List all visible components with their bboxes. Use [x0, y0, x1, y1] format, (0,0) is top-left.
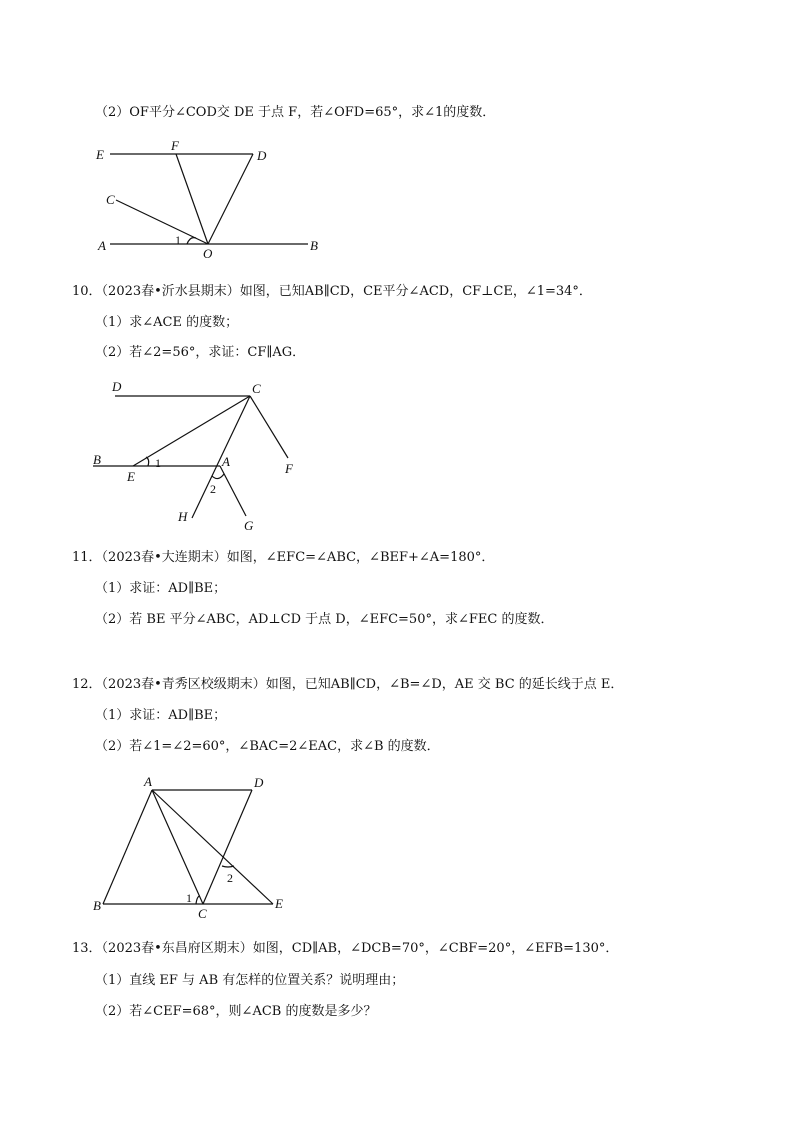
label-E: E — [96, 147, 104, 162]
label-angle-1: 1 — [186, 891, 192, 905]
q11-heading: 11．（2023春•大连期末）如图，∠EFC=∠ABC，∠BEF+∠A=180°． — [72, 550, 495, 565]
label-B: B — [93, 898, 101, 913]
label-angle-2: 2 — [227, 871, 233, 885]
label-B: B — [310, 238, 318, 253]
label-A: A — [144, 774, 152, 789]
q12-part2: （2）若∠1=∠2=60°，∠BAC=2∠EAC，求∠B 的度数． — [95, 739, 440, 754]
label-C: C — [198, 906, 207, 921]
q10-part1: （1）求∠ACE 的度数； — [95, 315, 239, 330]
label-G: G — [244, 518, 254, 533]
q13-part1: （1）直线 EF 与 AB 有怎样的位置关系？说明理由； — [95, 973, 405, 988]
q13-heading: 13．（2023春•东昌府区期末）如图，CD∥AB，∠DCB=70°，∠CBF=20°，∠EFB=130°． — [72, 941, 619, 956]
label-D: D — [112, 379, 122, 394]
label-C: C — [106, 192, 115, 207]
segment-AB — [103, 790, 152, 904]
label-F: F — [285, 461, 293, 476]
segment-DC — [203, 790, 252, 904]
segment-CH — [192, 396, 250, 518]
label-angle-1: 1 — [155, 456, 161, 470]
segment-AG — [220, 466, 246, 516]
angle-1-arc — [196, 896, 200, 904]
label-A: A — [222, 454, 230, 469]
label-F: F — [171, 138, 179, 153]
q10-part2: （2）若∠2=56°，求证：CF∥AG． — [95, 345, 306, 360]
q11-part1: （1）求证：AD∥BE； — [95, 581, 227, 596]
segment-AE — [152, 790, 273, 904]
segment-FO — [176, 154, 208, 244]
label-E: E — [127, 469, 135, 484]
q13-part2: （2）若∠CEF=68°，则∠ACB 的度数是多少？ — [95, 1004, 377, 1019]
label-A: A — [98, 238, 106, 253]
segment-CO — [116, 200, 208, 244]
q12-part1: （1）求证：AD∥BE； — [95, 708, 227, 723]
angle-1-arc — [146, 457, 149, 466]
label-C: C — [252, 381, 261, 396]
angle-1-arc — [187, 238, 196, 244]
q9-part2-text: （2）OF平分∠COD交 DE 于点 F，若∠OFD=65°，求∠1的度数． — [95, 105, 496, 120]
angle-2-arc — [222, 866, 234, 867]
q11-part2: （2）若 BE 平分∠ABC，AD⊥CD 于点 D，∠EFC=50°，求∠FEC 的度数． — [95, 612, 554, 627]
label-D: D — [257, 148, 267, 163]
label-D: D — [254, 775, 264, 790]
segment-AC — [152, 790, 203, 904]
label-B: B — [93, 452, 101, 467]
label-O: O — [203, 246, 213, 261]
segment-CE — [133, 396, 250, 466]
label-E: E — [275, 896, 283, 911]
q12-heading: 12．（2023春•青秀区校级期末）如图，已知AB∥CD，∠B=∠D，AE 交 BC 的延长线于点 E． — [72, 677, 624, 692]
label-angle-2: 2 — [210, 482, 216, 496]
segment-CF — [250, 396, 288, 458]
angle-2-arc — [212, 474, 224, 479]
q10-heading: 10．（2023春•沂水县期末）如图，已知AB∥CD，CE平分∠ACD，CF⊥CE，∠1=34°． — [72, 284, 592, 299]
label-angle-1: 1 — [175, 233, 181, 247]
segment-DO — [208, 154, 253, 244]
label-H: H — [178, 509, 188, 524]
